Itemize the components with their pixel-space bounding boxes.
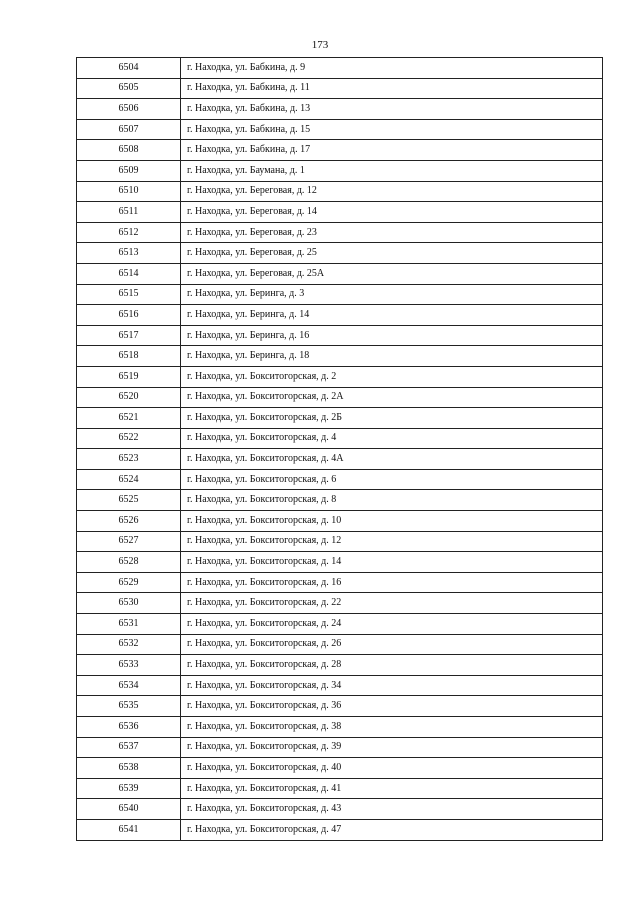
row-number-cell: 6519 xyxy=(77,366,181,387)
table-row xyxy=(77,284,603,305)
row-number-cell: 6510 xyxy=(77,181,181,202)
page-number: 173 xyxy=(311,39,329,51)
table-row xyxy=(77,78,603,99)
table-row xyxy=(77,325,603,346)
address-cell: г. Находка, ул. Бокситогорская, д. 12 xyxy=(181,531,603,552)
table-row xyxy=(77,593,603,614)
address-cell: г. Находка, ул. Бабкина, д. 11 xyxy=(181,78,603,99)
row-number-cell: 6507 xyxy=(77,119,181,140)
address-cell: г. Находка, ул. Бокситогорская, д. 34 xyxy=(181,675,603,696)
row-number-cell: 6540 xyxy=(77,799,181,820)
row-number-cell: 6530 xyxy=(77,593,181,614)
address-cell: г. Находка, ул. Бокситогорская, д. 6 xyxy=(181,469,603,490)
table-row xyxy=(77,552,603,573)
address-cell: г. Находка, ул. Бокситогорская, д. 40 xyxy=(181,758,603,779)
address-table xyxy=(76,57,603,841)
row-number-cell: 6538 xyxy=(77,758,181,779)
row-number-cell: 6515 xyxy=(77,284,181,305)
table-row xyxy=(77,717,603,738)
table-row xyxy=(77,490,603,511)
address-cell: г. Находка, ул. Бокситогорская, д. 2Б xyxy=(181,408,603,429)
table-row xyxy=(77,58,603,79)
table-row xyxy=(77,511,603,532)
address-cell: г. Находка, ул. Бабкина, д. 17 xyxy=(181,140,603,161)
address-cell: г. Находка, ул. Бокситогорская, д. 10 xyxy=(181,511,603,532)
table-row xyxy=(77,366,603,387)
address-cell: г. Находка, ул. Бокситогорская, д. 38 xyxy=(181,717,603,738)
row-number-cell: 6534 xyxy=(77,675,181,696)
table-row xyxy=(77,572,603,593)
table-row xyxy=(77,449,603,470)
table-row xyxy=(77,696,603,717)
address-cell: г. Находка, ул. Баумана, д. 1 xyxy=(181,160,603,181)
row-number-cell: 6512 xyxy=(77,222,181,243)
table-row xyxy=(77,263,603,284)
table-row xyxy=(77,634,603,655)
address-cell: г. Находка, ул. Береговая, д. 23 xyxy=(181,222,603,243)
address-cell: г. Находка, ул. Бокситогорская, д. 16 xyxy=(181,572,603,593)
address-cell: г. Находка, ул. Бокситогорская, д. 4А xyxy=(181,449,603,470)
table-row xyxy=(77,531,603,552)
table-row xyxy=(77,819,603,840)
row-number-cell: 6529 xyxy=(77,572,181,593)
address-cell: г. Находка, ул. Береговая, д. 25А xyxy=(181,263,603,284)
row-number-cell: 6511 xyxy=(77,202,181,223)
row-number-cell: 6539 xyxy=(77,778,181,799)
row-number-cell: 6524 xyxy=(77,469,181,490)
table-row xyxy=(77,469,603,490)
address-cell: г. Находка, ул. Береговая, д. 14 xyxy=(181,202,603,223)
row-number-cell: 6505 xyxy=(77,78,181,99)
table-row xyxy=(77,181,603,202)
address-cell: г. Находка, ул. Беринга, д. 14 xyxy=(181,305,603,326)
table-row xyxy=(77,99,603,120)
row-number-cell: 6527 xyxy=(77,531,181,552)
address-cell: г. Находка, ул. Бокситогорская, д. 41 xyxy=(181,778,603,799)
table-row xyxy=(77,737,603,758)
address-cell: г. Находка, ул. Береговая, д. 12 xyxy=(181,181,603,202)
address-cell: г. Находка, ул. Бокситогорская, д. 47 xyxy=(181,819,603,840)
address-cell: г. Находка, ул. Беринга, д. 16 xyxy=(181,325,603,346)
address-cell: г. Находка, ул. Бабкина, д. 13 xyxy=(181,99,603,120)
row-number-cell: 6506 xyxy=(77,99,181,120)
table-row xyxy=(77,655,603,676)
row-number-cell: 6533 xyxy=(77,655,181,676)
address-cell: г. Находка, ул. Бабкина, д. 9 xyxy=(181,58,603,79)
table-row xyxy=(77,140,603,161)
address-cell: г. Находка, ул. Бокситогорская, д. 24 xyxy=(181,614,603,635)
table-row xyxy=(77,222,603,243)
address-cell: г. Находка, ул. Бокситогорская, д. 28 xyxy=(181,655,603,676)
row-number-cell: 6528 xyxy=(77,552,181,573)
table-row xyxy=(77,408,603,429)
row-number-cell: 6531 xyxy=(77,614,181,635)
address-cell: г. Находка, ул. Бокситогорская, д. 36 xyxy=(181,696,603,717)
row-number-cell: 6537 xyxy=(77,737,181,758)
table-row xyxy=(77,758,603,779)
table-row xyxy=(77,387,603,408)
address-cell: г. Находка, ул. Бокситогорская, д. 22 xyxy=(181,593,603,614)
address-cell: г. Находка, ул. Береговая, д. 25 xyxy=(181,243,603,264)
address-cell: г. Находка, ул. Беринга, д. 18 xyxy=(181,346,603,367)
table-row xyxy=(77,675,603,696)
address-cell: г. Находка, ул. Бокситогорская, д. 4 xyxy=(181,428,603,449)
row-number-cell: 6536 xyxy=(77,717,181,738)
row-number-cell: 6522 xyxy=(77,428,181,449)
row-number-cell: 6525 xyxy=(77,490,181,511)
row-number-cell: 6541 xyxy=(77,819,181,840)
address-cell: г. Находка, ул. Бокситогорская, д. 39 xyxy=(181,737,603,758)
table-row xyxy=(77,202,603,223)
address-cell: г. Находка, ул. Бокситогорская, д. 43 xyxy=(181,799,603,820)
row-number-cell: 6504 xyxy=(77,58,181,79)
address-cell: г. Находка, ул. Бокситогорская, д. 26 xyxy=(181,634,603,655)
table-row xyxy=(77,428,603,449)
address-cell: г. Находка, ул. Бокситогорская, д. 8 xyxy=(181,490,603,511)
table-row xyxy=(77,778,603,799)
row-number-cell: 6516 xyxy=(77,305,181,326)
table-row xyxy=(77,243,603,264)
address-cell: г. Находка, ул. Беринга, д. 3 xyxy=(181,284,603,305)
address-cell: г. Находка, ул. Бокситогорская, д. 2 xyxy=(181,366,603,387)
row-number-cell: 6518 xyxy=(77,346,181,367)
row-number-cell: 6526 xyxy=(77,511,181,532)
table-row xyxy=(77,305,603,326)
row-number-cell: 6532 xyxy=(77,634,181,655)
address-cell: г. Находка, ул. Бокситогорская, д. 2А xyxy=(181,387,603,408)
address-table-body xyxy=(77,58,603,841)
table-row xyxy=(77,799,603,820)
row-number-cell: 6517 xyxy=(77,325,181,346)
row-number-cell: 6521 xyxy=(77,408,181,429)
row-number-cell: 6520 xyxy=(77,387,181,408)
row-number-cell: 6523 xyxy=(77,449,181,470)
row-number-cell: 6535 xyxy=(77,696,181,717)
table-row xyxy=(77,160,603,181)
table-row xyxy=(77,346,603,367)
row-number-cell: 6508 xyxy=(77,140,181,161)
row-number-cell: 6509 xyxy=(77,160,181,181)
address-cell: г. Находка, ул. Бокситогорская, д. 14 xyxy=(181,552,603,573)
row-number-cell: 6513 xyxy=(77,243,181,264)
table-row xyxy=(77,614,603,635)
table-row xyxy=(77,119,603,140)
address-cell: г. Находка, ул. Бабкина, д. 15 xyxy=(181,119,603,140)
row-number-cell: 6514 xyxy=(77,263,181,284)
